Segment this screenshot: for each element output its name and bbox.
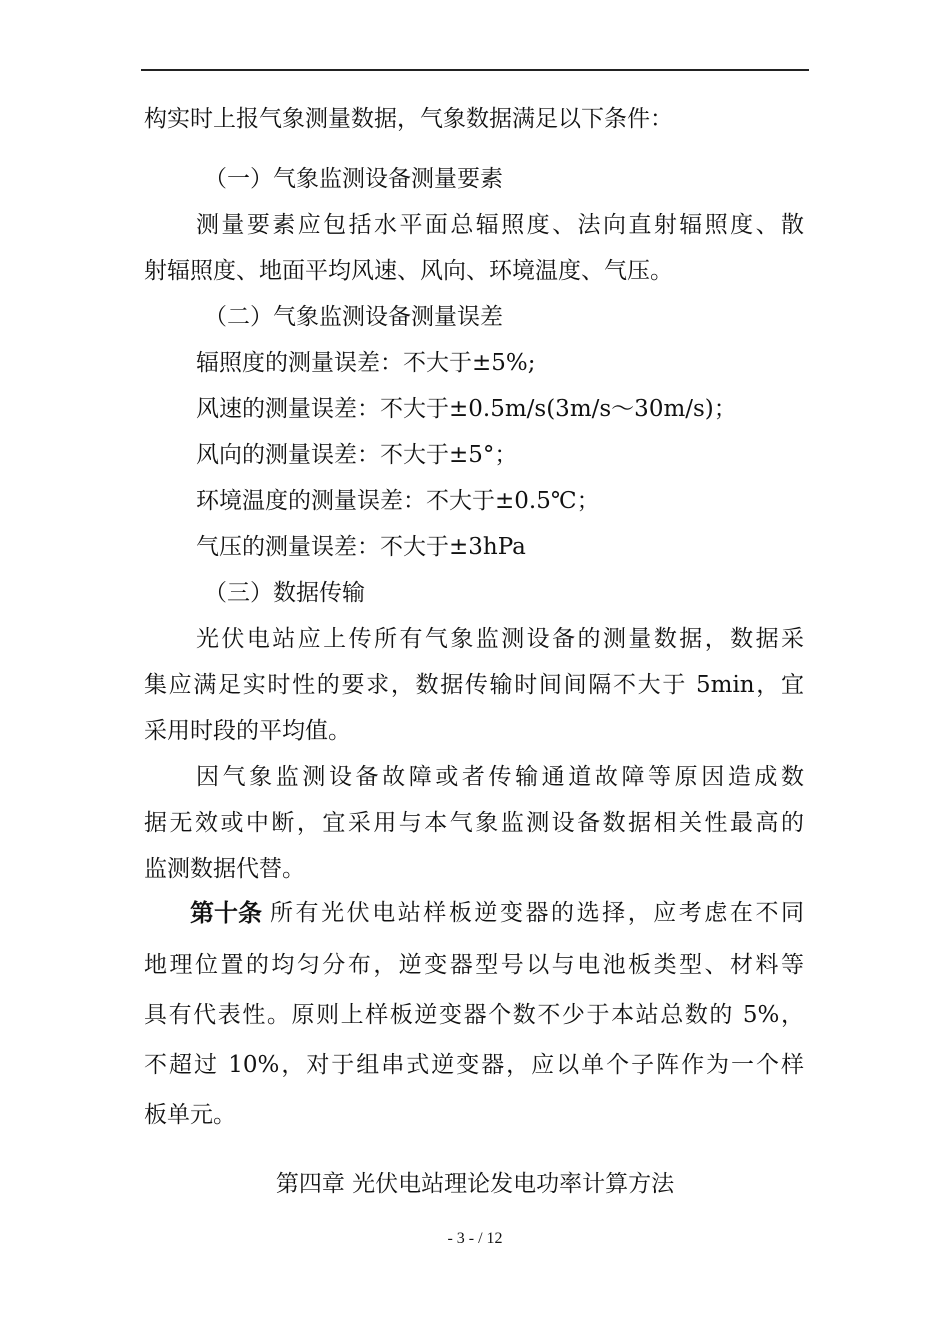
- paragraph-line: 地理位置的均匀分布，逆变器型号以与电池板类型、材料等: [144, 952, 804, 978]
- paragraph-line: 板单元。: [144, 1102, 236, 1128]
- error-spec-temperature: 环境温度的测量误差：不大于±0.5℃；: [196, 488, 600, 514]
- paragraph-line: 采用时段的平均值。: [144, 718, 351, 744]
- paragraph-line: 不超过 10%，对于组串式逆变器，应以单个子阵作为一个样: [144, 1052, 804, 1078]
- paragraph-line: 射辐照度、地面平均风速、风向、环境温度、气压。: [144, 258, 673, 284]
- article-first-line: [190, 898, 804, 928]
- paragraph-line: 集应满足实时性的要求，数据传输时间间隔不大于 5min，宜: [144, 672, 804, 698]
- error-spec-irradiance: 辐照度的测量误差：不大于±5%;: [196, 350, 536, 376]
- paragraph-line: 测量要素应包括水平面总辐照度、法向直射辐照度、散: [196, 212, 804, 238]
- article-label: 第十条: [190, 899, 262, 927]
- error-spec-pressure: 气压的测量误差：不大于±3hPa: [196, 534, 526, 560]
- page-number: - 3 - / 12: [447, 1230, 503, 1247]
- section-heading: （一）气象监测设备测量要素: [204, 166, 503, 192]
- section-heading: （三）数据传输: [204, 580, 365, 606]
- paragraph-line: 据无效或中断，宜采用与本气象监测设备数据相关性最高的: [144, 810, 804, 836]
- header-rule: [141, 69, 809, 71]
- paragraph-line: 构实时上报气象测量数据，气象数据满足以下条件：: [144, 106, 673, 132]
- section-heading: （二）气象监测设备测量误差: [204, 304, 503, 330]
- paragraph-line: 因气象监测设备故障或者传输通道故障等原因造成数: [196, 764, 804, 790]
- paragraph-line: 具有代表性。原则上样板逆变器个数不少于本站总数的 5%，: [144, 1002, 804, 1028]
- error-spec-wind-direction: 风向的测量误差：不大于±5°；: [196, 442, 518, 468]
- error-spec-wind-speed: 风速的测量误差：不大于±0.5m/s(3m/s～30m/s)；: [196, 396, 737, 422]
- paragraph-line: 光伏电站应上传所有气象监测设备的测量数据，数据采: [196, 626, 804, 652]
- chapter-heading: 第四章 光伏电站理论发电功率计算方法: [275, 1171, 675, 1197]
- paragraph-line: 所有光伏电站样板逆变器的选择，应考虑在不同: [270, 900, 804, 926]
- paragraph-line: 监测数据代替。: [144, 856, 305, 882]
